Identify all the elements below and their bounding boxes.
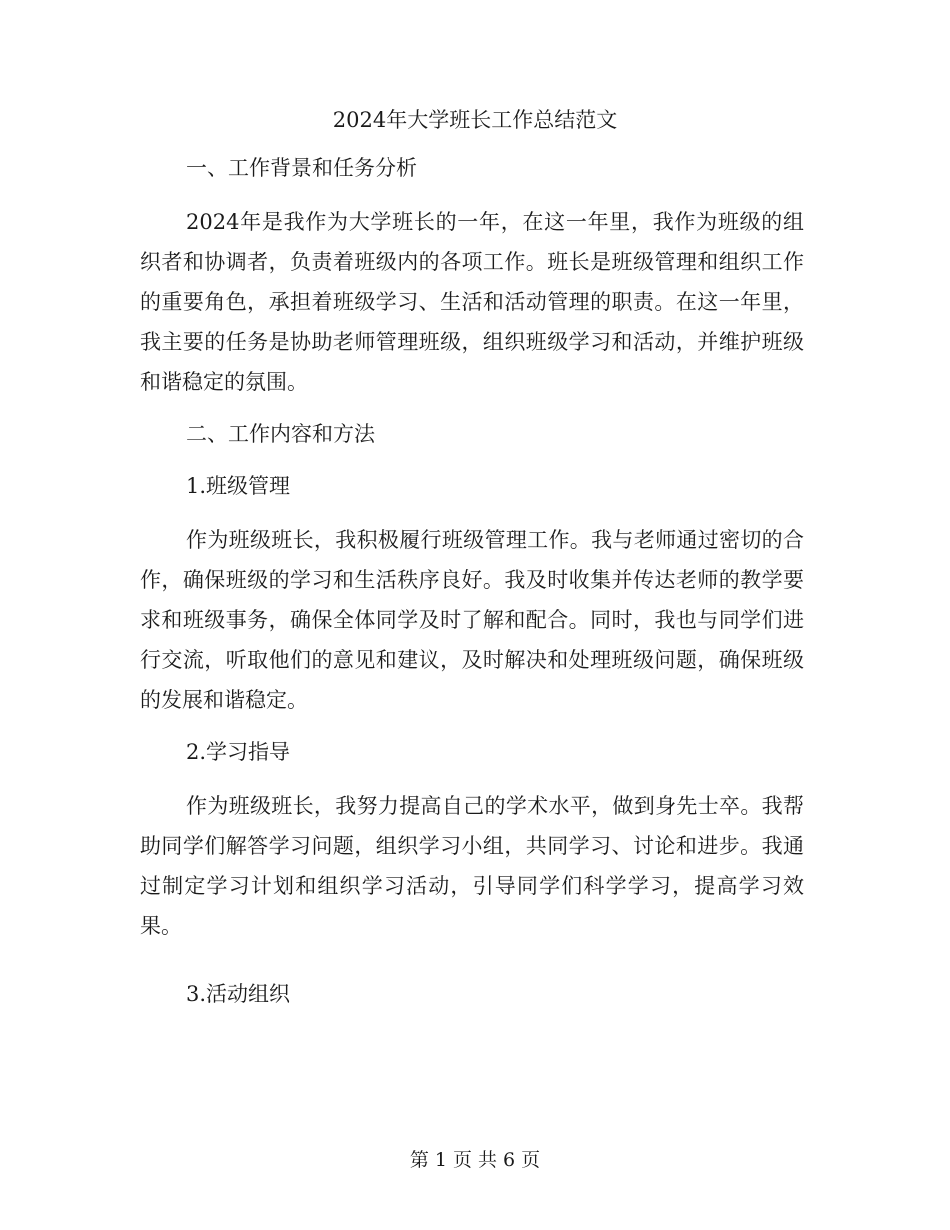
page-number-footer: 第 1 页 共 6 页 [409,1149,541,1171]
subheading-class-management: 1.班级管理 [186,474,291,498]
document-body [140,148,804,1014]
document-title: 2024年大学班长工作总结范文 [332,108,618,132]
section-heading-content: 二、工作内容和方法 [186,422,375,446]
paragraph-study-guidance: 作为班级班长，我努力提高自己的学术水平，做到身先士卒。我帮助同学们解答学习问题，组织学习小组，共同学习、讨论和进步。我通过制定学习计划和组织学习活动，引导同学们科学学习，提高学习效果。 [140,794,804,938]
subheading-activity-organization: 3.活动组织 [186,982,291,1006]
paragraph-background: 2024年是我作为大学班长的一年，在这一年里，我作为班级的组织者和协调者，负责着班级内的各项工作。班长是班级管理和组织工作的重要角色，承担着班级学习、生活和活动管理的职责。在这一年里，我主要的任务是协助老师管理班级，组织班级学习和活动，并维护班级和谐稳定的氛围。 [140,210,804,394]
paragraph-class-management: 作为班级班长，我积极履行班级管理工作。我与老师通过密切的合作，确保班级的学习和生活秩序良好。我及时收集并传达老师的教学要求和班级事务，确保全体同学及时了解和配合。同时，我也与同学们进行交流，听取他们的意见和建议，及时解决和处理班级问题，确保班级的发展和谐稳定。 [140,528,804,712]
subheading-study-guidance: 2.学习指导 [186,740,291,764]
section-heading-background: 一、工作背景和任务分析 [186,156,417,180]
